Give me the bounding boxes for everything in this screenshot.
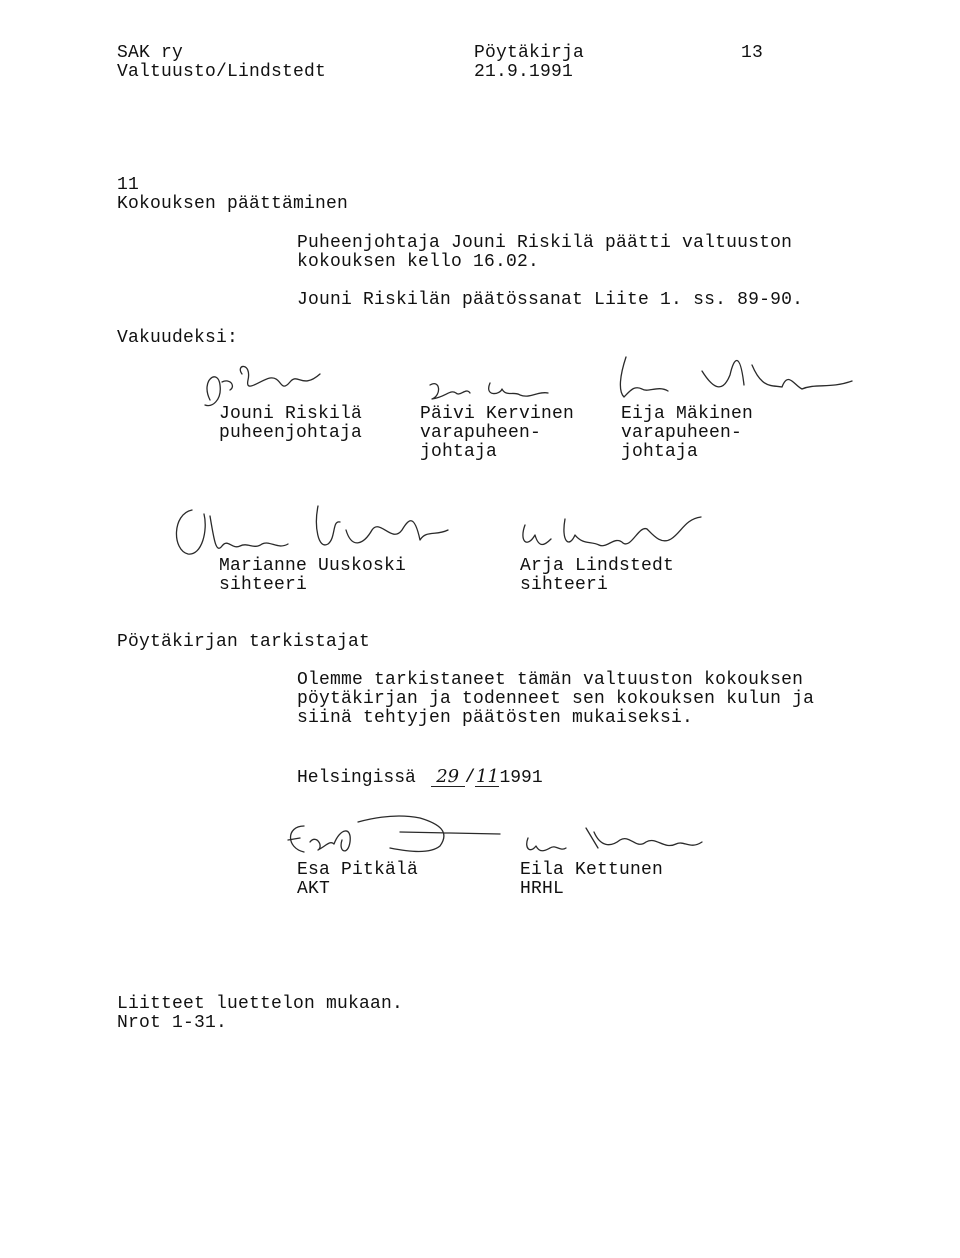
checker-1-org: AKT <box>297 879 331 899</box>
page-number: 13 <box>741 43 764 63</box>
signatory-3-title-line2: johtaja <box>621 442 699 462</box>
header-org: SAK ry <box>117 43 184 63</box>
signature-lindstedt <box>505 505 735 560</box>
section-body-line1: Puheenjohtaja Jouni Riskilä päätti valtuuston <box>297 233 793 253</box>
vakuudeksi-label: Vakuudeksi: <box>117 328 239 348</box>
footer-attachments: Liitteet luettelon mukaan. <box>117 994 404 1014</box>
section-title: Kokouksen päättäminen <box>117 194 349 214</box>
date-day: 29 <box>431 767 465 787</box>
section-body-line2: kokouksen kello 16.02. <box>297 252 540 272</box>
date-year: 1991 <box>499 768 543 788</box>
checker-2-name: Eila Kettunen <box>520 860 664 880</box>
secretary-2-name: Arja Lindstedt <box>520 556 675 576</box>
header-dept: Valtuusto/Lindstedt <box>117 62 327 82</box>
secretary-2-title: sihteeri <box>520 575 609 595</box>
signature-kettunen <box>520 820 720 860</box>
signatory-2-title-line2: johtaja <box>420 442 498 462</box>
signatory-1-name: Jouni Riskilä <box>219 404 363 424</box>
attachment-note: Jouni Riskilän päätössanat Liite 1. ss. 89-90. <box>297 290 804 310</box>
secretary-1-title: sihteeri <box>219 575 308 595</box>
secretary-1-name: Marianne Uuskoski <box>219 556 407 576</box>
section-number: 11 <box>117 175 140 195</box>
signature-pitkala <box>280 812 510 862</box>
statement-line1: Olemme tarkistaneet tämän valtuuston kokouksen <box>297 670 804 690</box>
signatory-2-title-line1: varapuheen- <box>420 423 542 443</box>
header-date: 21.9.1991 <box>474 62 574 82</box>
tarkistajat-heading: Pöytäkirjan tarkistajat <box>117 632 371 652</box>
checker-2-org: HRHL <box>520 879 565 899</box>
statement-line2: pöytäkirjan ja todenneet sen kokouksen kulun ja <box>297 689 815 709</box>
signatory-3-title-line1: varapuheen- <box>621 423 743 443</box>
signatory-1-title: puheenjohtaja <box>219 423 363 443</box>
checker-1-name: Esa Pitkälä <box>297 860 419 880</box>
footer-numbers: Nrot 1-31. <box>117 1013 228 1033</box>
signatory-2-name: Päivi Kervinen <box>420 404 575 424</box>
place: Helsingissä <box>297 768 416 788</box>
signature-makinen <box>612 345 872 410</box>
signatory-3-name: Eija Mäkinen <box>621 404 754 424</box>
place-date-line: Helsingissä 29 /111991 <box>297 766 543 788</box>
statement-line3: siinä tehtyjen päätösten mukaiseksi. <box>297 708 694 728</box>
header-doc-type: Pöytäkirja <box>474 43 585 63</box>
date-month: 11 <box>476 766 499 787</box>
